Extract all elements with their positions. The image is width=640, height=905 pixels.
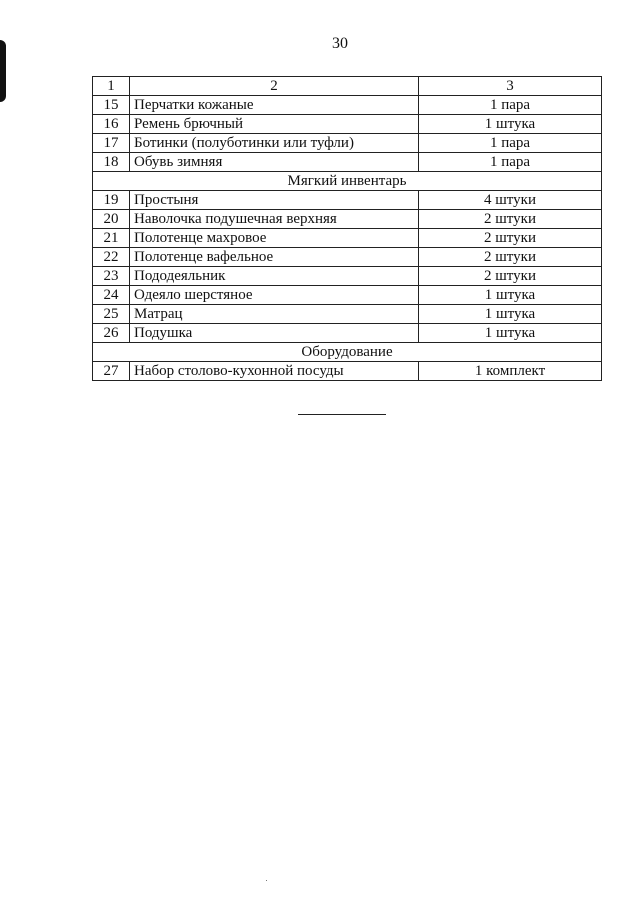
item-quantity: 1 пара	[419, 134, 602, 153]
item-name: Набор столово-кухонной посуды	[130, 362, 419, 381]
table-row	[93, 267, 602, 286]
row-number: 21	[93, 229, 130, 248]
table-row	[93, 210, 602, 229]
section-row-equipment	[93, 343, 602, 362]
table-row	[93, 286, 602, 305]
header-cell-1: 1	[93, 77, 130, 96]
row-number: 20	[93, 210, 130, 229]
row-number: 16	[93, 115, 130, 134]
table-row	[93, 115, 602, 134]
item-quantity: 1 пара	[419, 153, 602, 172]
item-quantity: 1 штука	[419, 115, 602, 134]
item-name: Обувь зимняя	[130, 153, 419, 172]
item-quantity: 1 штука	[419, 305, 602, 324]
table-row	[93, 96, 602, 115]
document-table	[92, 76, 602, 381]
scan-artifact	[266, 880, 267, 881]
table-row	[93, 134, 602, 153]
table-row	[93, 191, 602, 210]
item-name: Одеяло шерстяное	[130, 286, 419, 305]
row-number: 18	[93, 153, 130, 172]
table-row	[93, 248, 602, 267]
table-row	[93, 153, 602, 172]
item-name: Ботинки (полуботинки или туфли)	[130, 134, 419, 153]
table-header-row	[93, 77, 602, 96]
table-row	[93, 362, 602, 381]
row-number: 26	[93, 324, 130, 343]
item-quantity: 1 штука	[419, 286, 602, 305]
section-row-soft-inventory	[93, 172, 602, 191]
table-row	[93, 305, 602, 324]
row-number: 27	[93, 362, 130, 381]
item-name: Матрац	[130, 305, 419, 324]
row-number: 17	[93, 134, 130, 153]
row-number: 22	[93, 248, 130, 267]
row-number: 23	[93, 267, 130, 286]
item-quantity: 2 штуки	[419, 248, 602, 267]
item-quantity: 1 комплект	[419, 362, 602, 381]
end-of-table-rule	[298, 414, 386, 415]
item-name: Полотенце махровое	[130, 229, 419, 248]
item-name: Наволочка подушечная верхняя	[130, 210, 419, 229]
table-row	[93, 324, 602, 343]
table-row	[93, 229, 602, 248]
item-name: Пододеяльник	[130, 267, 419, 286]
section-title: Оборудование	[93, 343, 602, 362]
header-cell-3: 3	[419, 77, 602, 96]
item-quantity: 4 штуки	[419, 191, 602, 210]
item-name: Подушка	[130, 324, 419, 343]
item-quantity: 2 штуки	[419, 210, 602, 229]
item-name: Перчатки кожаные	[130, 96, 419, 115]
item-quantity: 1 пара	[419, 96, 602, 115]
item-quantity: 1 штука	[419, 324, 602, 343]
header-cell-2: 2	[130, 77, 419, 96]
item-name: Простыня	[130, 191, 419, 210]
page-number: 30	[332, 35, 348, 52]
section-title: Мягкий инвентарь	[93, 172, 602, 191]
item-name: Полотенце вафельное	[130, 248, 419, 267]
item-quantity: 2 штуки	[419, 229, 602, 248]
row-number: 24	[93, 286, 130, 305]
item-name: Ремень брючный	[130, 115, 419, 134]
row-number: 25	[93, 305, 130, 324]
row-number: 19	[93, 191, 130, 210]
item-quantity: 2 штуки	[419, 267, 602, 286]
row-number: 15	[93, 96, 130, 115]
